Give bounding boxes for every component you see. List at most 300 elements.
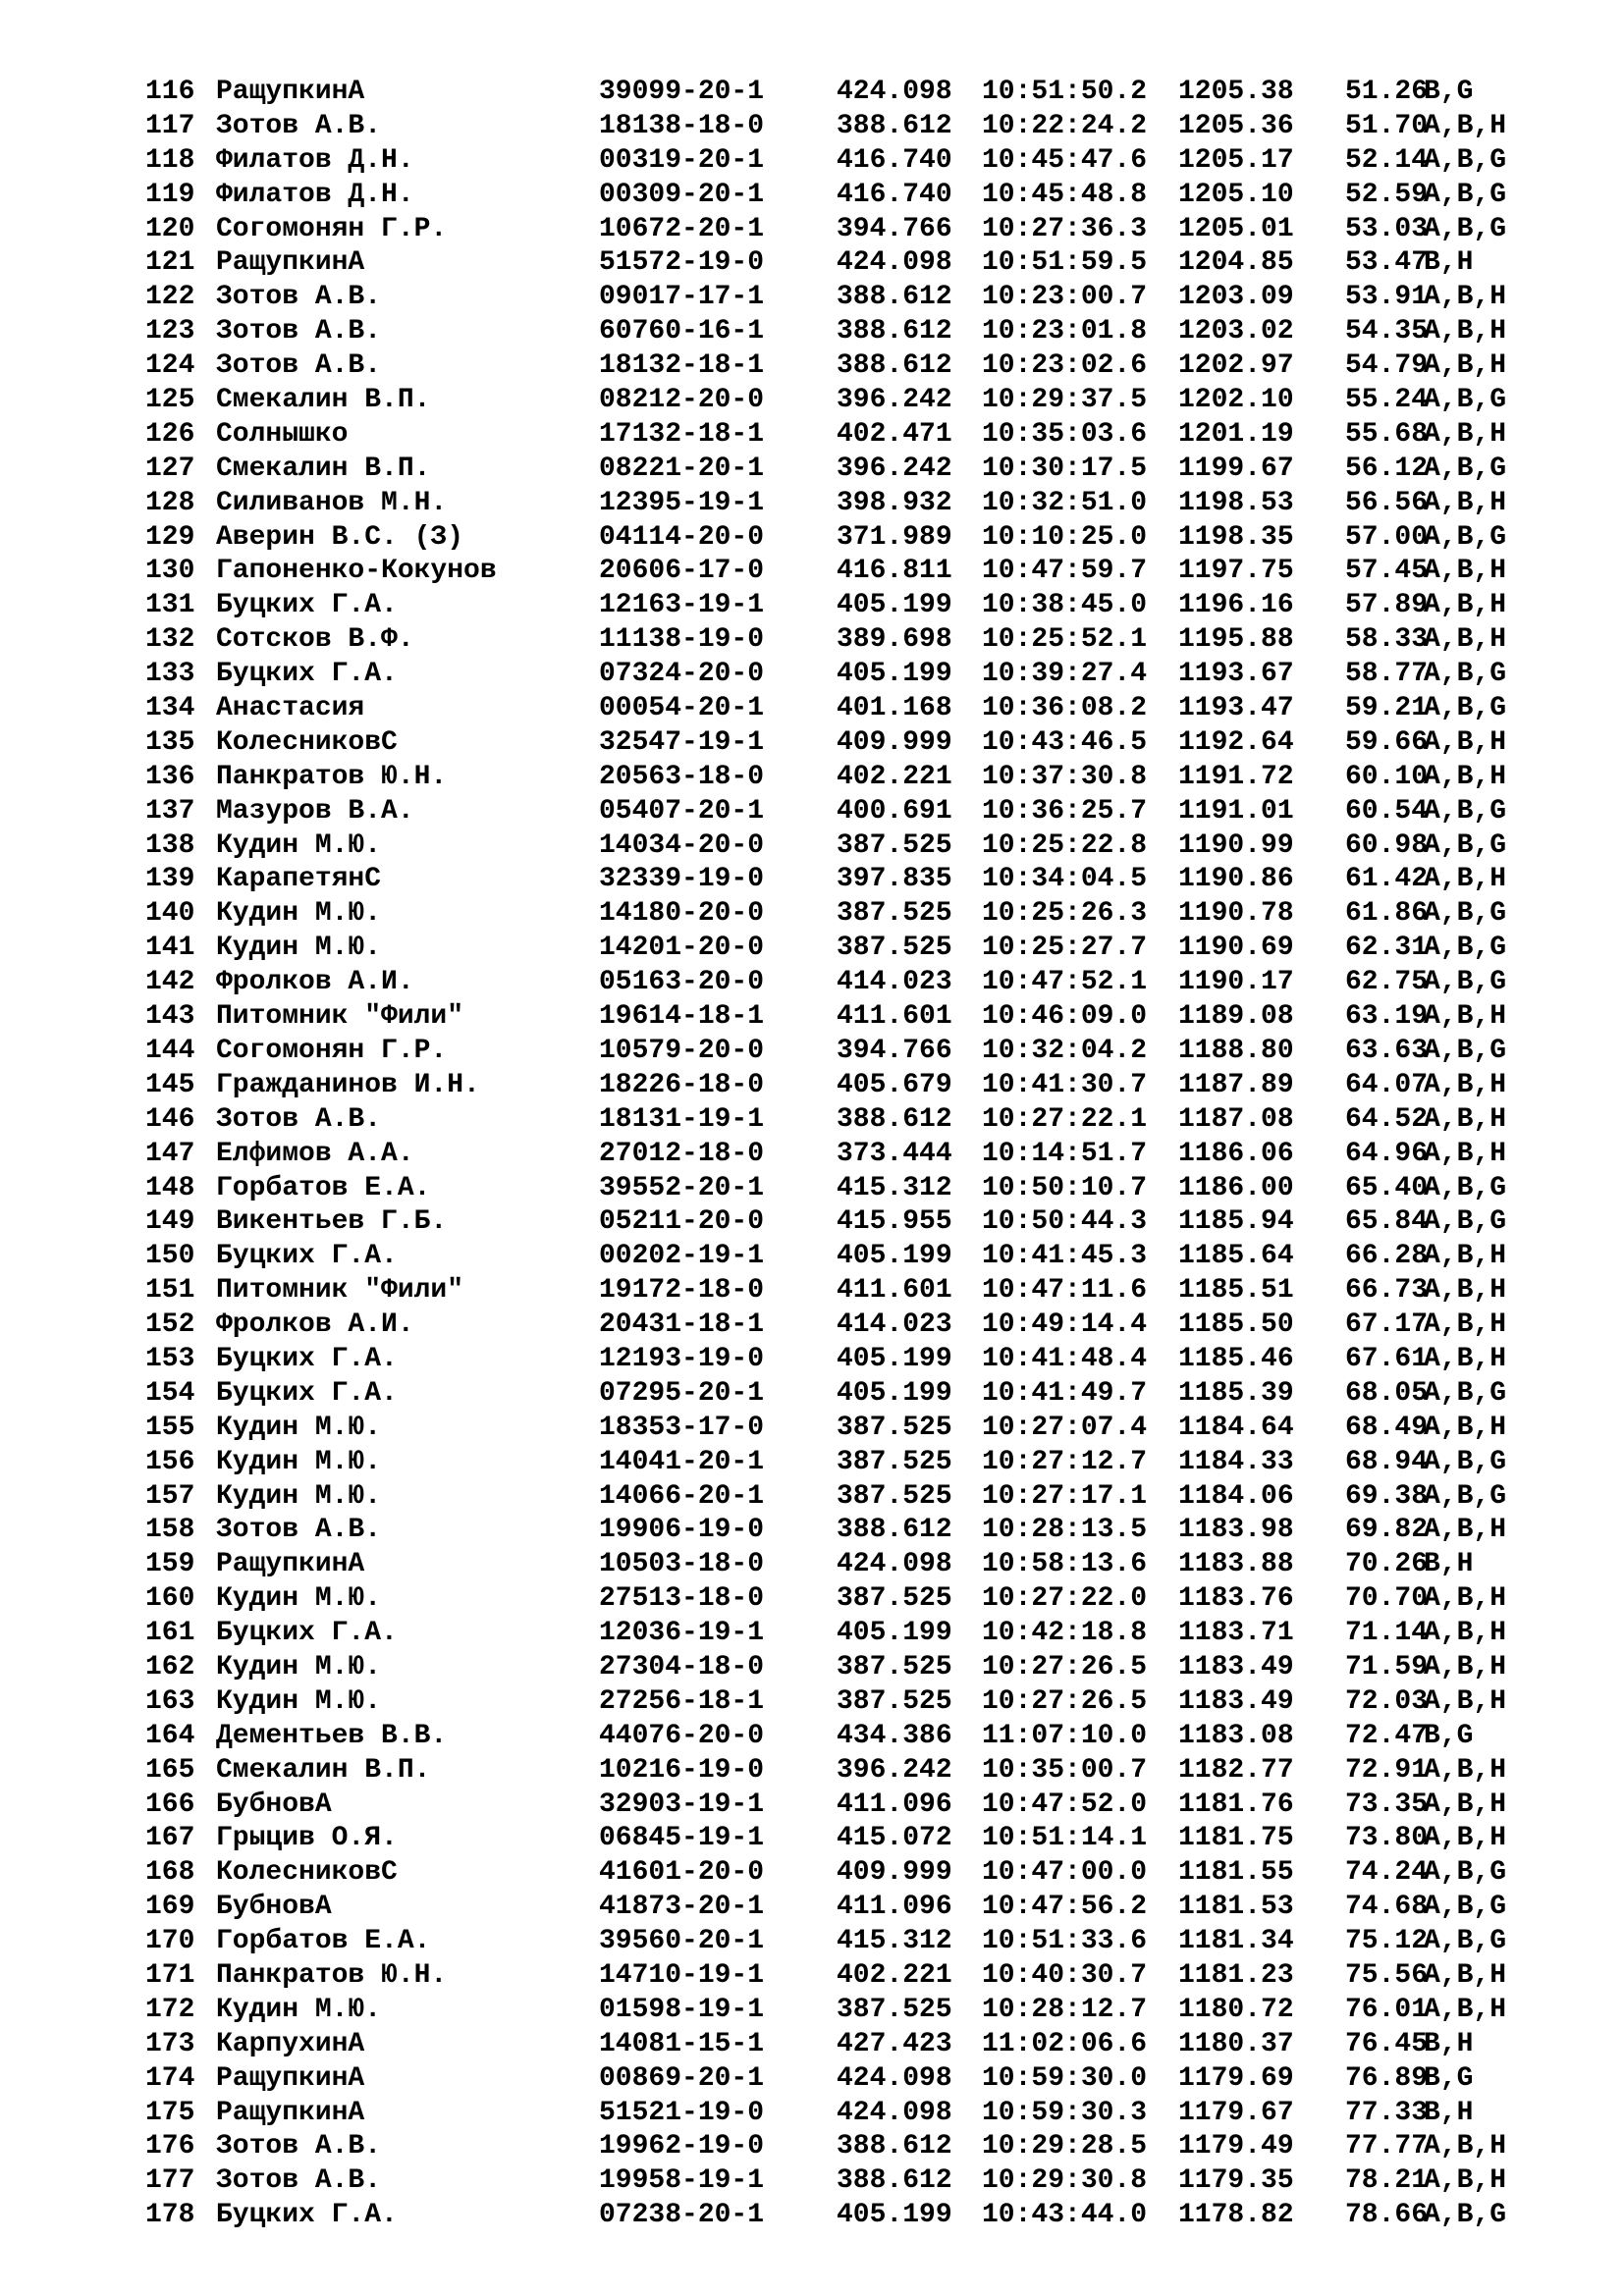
distance: 388.612: [837, 350, 952, 382]
speed: 1190.78: [1178, 898, 1294, 930]
result-position: 128: [145, 487, 195, 518]
category-flags: A,B,H: [1424, 1754, 1507, 1786]
distance: 411.096: [837, 1892, 952, 1923]
category-flags: A,B,G: [1424, 829, 1507, 861]
result-position: 150: [145, 1241, 195, 1272]
result-position: 156: [145, 1446, 195, 1477]
category-flags: A,B,G: [1424, 1172, 1507, 1203]
category-flags: A,B,H: [1424, 2131, 1507, 2163]
coefficient: 56.12: [1345, 453, 1429, 484]
distance: 400.691: [837, 795, 952, 827]
table-row: [0, 966, 1624, 1000]
table-row: [0, 1617, 1624, 1651]
distance: 409.999: [837, 726, 952, 758]
category-flags: A,B,G: [1424, 1857, 1507, 1889]
distance: 402.221: [837, 761, 952, 792]
speed: 1179.49: [1178, 2131, 1294, 2163]
category-flags: B,G: [1424, 2062, 1474, 2094]
table-row: [0, 761, 1624, 795]
category-flags: B,H: [1424, 247, 1474, 279]
fancier-name: Согомонян Г.Р.: [216, 1035, 448, 1066]
fancier-name: Силиванов М.Н.: [216, 487, 448, 518]
distance: 424.098: [837, 77, 952, 107]
category-flags: A,B,H: [1424, 1103, 1507, 1135]
fancier-name: Буцких Г.А.: [216, 2200, 398, 2231]
coefficient: 55.68: [1345, 418, 1429, 450]
coefficient: 75.12: [1345, 1926, 1429, 1957]
result-position: 120: [145, 213, 195, 244]
coefficient: 53.03: [1345, 213, 1429, 244]
distance: 424.098: [837, 1549, 952, 1580]
coefficient: 66.28: [1345, 1241, 1429, 1272]
coefficient: 60.10: [1345, 761, 1429, 792]
distance: 387.525: [837, 1412, 952, 1443]
result-position: 173: [145, 2028, 195, 2059]
coefficient: 58.33: [1345, 624, 1429, 656]
ring-number: 04114-20-0: [599, 521, 765, 553]
ring-number: 14710-19-1: [599, 1959, 765, 1991]
table-row: [0, 349, 1624, 384]
table-row: [0, 213, 1624, 247]
table-row: [0, 76, 1624, 110]
speed: 1190.86: [1178, 864, 1294, 895]
category-flags: A,B,H: [1424, 487, 1507, 518]
ring-number: 19962-19-0: [599, 2131, 765, 2163]
speed: 1183.71: [1178, 1618, 1294, 1649]
arrival-time: 10:27:07.4: [982, 1412, 1148, 1443]
ring-number: 27513-18-0: [599, 1583, 765, 1615]
table-row: [0, 1138, 1624, 1172]
table-row: [0, 1822, 1624, 1856]
result-position: 177: [145, 2165, 195, 2197]
speed: 1190.69: [1178, 933, 1294, 964]
distance: 387.525: [837, 1583, 952, 1615]
arrival-time: 10:23:02.6: [982, 350, 1148, 382]
speed: 1201.19: [1178, 418, 1294, 450]
category-flags: A,B,G: [1424, 521, 1507, 553]
arrival-time: 10:51:33.6: [982, 1926, 1148, 1957]
result-position: 174: [145, 2062, 195, 2094]
ring-number: 32903-19-1: [599, 1789, 765, 1820]
category-flags: A,B,H: [1424, 1651, 1507, 1682]
distance: 405.199: [837, 1343, 952, 1374]
arrival-time: 10:50:10.7: [982, 1172, 1148, 1203]
arrival-time: 10:59:30.0: [982, 2062, 1148, 2094]
ring-number: 19906-19-0: [599, 1515, 765, 1546]
ring-number: 39560-20-1: [599, 1926, 765, 1957]
ring-number: 08221-20-1: [599, 453, 765, 484]
coefficient: 74.68: [1345, 1892, 1429, 1923]
coefficient: 68.05: [1345, 1377, 1429, 1409]
coefficient: 52.59: [1345, 179, 1429, 210]
result-position: 175: [145, 2097, 195, 2128]
ring-number: 07238-20-1: [599, 2200, 765, 2231]
ring-number: 00054-20-1: [599, 693, 765, 724]
speed: 1187.89: [1178, 1069, 1294, 1100]
coefficient: 63.63: [1345, 1035, 1429, 1066]
result-position: 146: [145, 1103, 195, 1135]
ring-number: 51521-19-0: [599, 2097, 765, 2128]
speed: 1181.34: [1178, 1926, 1294, 1957]
ring-number: 05163-20-0: [599, 967, 765, 998]
coefficient: 70.70: [1345, 1583, 1429, 1615]
category-flags: A,B,H: [1424, 624, 1507, 656]
coefficient: 76.45: [1345, 2028, 1429, 2059]
coefficient: 66.73: [1345, 1275, 1429, 1307]
table-row: [0, 897, 1624, 932]
result-position: 168: [145, 1857, 195, 1889]
table-row: [0, 1308, 1624, 1343]
distance: 424.098: [837, 2097, 952, 2128]
ring-number: 41601-20-0: [599, 1857, 765, 1889]
speed: 1192.64: [1178, 726, 1294, 758]
table-row: [0, 384, 1624, 418]
fancier-name: КолесниковС: [216, 1857, 398, 1889]
fancier-name: Буцких Г.А.: [216, 659, 398, 690]
speed: 1185.46: [1178, 1343, 1294, 1374]
speed: 1184.06: [1178, 1480, 1294, 1512]
result-position: 169: [145, 1892, 195, 1923]
ring-number: 12193-19-0: [599, 1343, 765, 1374]
arrival-time: 10:46:09.0: [982, 1001, 1148, 1033]
coefficient: 71.59: [1345, 1651, 1429, 1682]
table-row: [0, 1205, 1624, 1240]
ring-number: 14034-20-0: [599, 829, 765, 861]
speed: 1181.23: [1178, 1959, 1294, 1991]
category-flags: A,B,H: [1424, 556, 1507, 587]
distance: 424.098: [837, 247, 952, 279]
category-flags: A,B,H: [1424, 761, 1507, 792]
ring-number: 12395-19-1: [599, 487, 765, 518]
table-row: [0, 1480, 1624, 1515]
speed: 1183.98: [1178, 1515, 1294, 1546]
result-position: 122: [145, 282, 195, 313]
result-position: 139: [145, 864, 195, 895]
table-row: [0, 1069, 1624, 1103]
arrival-time: 10:41:48.4: [982, 1343, 1148, 1374]
arrival-time: 10:51:59.5: [982, 247, 1148, 279]
coefficient: 73.35: [1345, 1789, 1429, 1820]
arrival-time: 10:45:47.6: [982, 144, 1148, 176]
ring-number: 32339-19-0: [599, 864, 765, 895]
arrival-time: 11:02:06.6: [982, 2028, 1148, 2059]
category-flags: A,B,H: [1424, 2165, 1507, 2197]
distance: 373.444: [837, 1138, 952, 1169]
result-position: 167: [145, 1823, 195, 1854]
fancier-name: Кудин М.Ю.: [216, 1412, 382, 1443]
fancier-name: Елфимов А.А.: [216, 1138, 414, 1169]
arrival-time: 10:30:17.5: [982, 453, 1148, 484]
category-flags: A,B,H: [1424, 1343, 1507, 1374]
coefficient: 69.82: [1345, 1515, 1429, 1546]
result-position: 176: [145, 2131, 195, 2163]
distance: 396.242: [837, 453, 952, 484]
table-row: [0, 1412, 1624, 1446]
speed: 1182.77: [1178, 1754, 1294, 1786]
ring-number: 27304-18-0: [599, 1651, 765, 1682]
speed: 1185.64: [1178, 1241, 1294, 1272]
category-flags: A,B,H: [1424, 1959, 1507, 1991]
fancier-name: Грыцив О.Я.: [216, 1823, 398, 1854]
distance: 434.386: [837, 1720, 952, 1751]
result-position: 119: [145, 179, 195, 210]
coefficient: 73.80: [1345, 1823, 1429, 1854]
distance: 402.221: [837, 1959, 952, 1991]
ring-number: 18226-18-0: [599, 1069, 765, 1100]
coefficient: 54.35: [1345, 316, 1429, 347]
category-flags: A,B,G: [1424, 213, 1507, 244]
result-position: 171: [145, 1959, 195, 1991]
fancier-name: РащупкинА: [216, 247, 365, 279]
coefficient: 61.86: [1345, 898, 1429, 930]
speed: 1205.17: [1178, 144, 1294, 176]
category-flags: A,B,H: [1424, 282, 1507, 313]
result-position: 172: [145, 1994, 195, 2025]
result-position: 129: [145, 521, 195, 553]
table-row: [0, 1000, 1624, 1035]
arrival-time: 10:35:03.6: [982, 418, 1148, 450]
coefficient: 69.38: [1345, 1480, 1429, 1512]
distance: 416.811: [837, 556, 952, 587]
category-flags: A,B,G: [1424, 179, 1507, 210]
speed: 1202.10: [1178, 385, 1294, 416]
result-position: 166: [145, 1789, 195, 1820]
fancier-name: Зотов А.В.: [216, 316, 382, 347]
table-row: [0, 2199, 1624, 2233]
result-position: 140: [145, 898, 195, 930]
speed: 1181.55: [1178, 1857, 1294, 1889]
category-flags: A,B,H: [1424, 418, 1507, 450]
category-flags: A,B,G: [1424, 1480, 1507, 1512]
result-position: 148: [145, 1172, 195, 1203]
ring-number: 12036-19-1: [599, 1618, 765, 1649]
speed: 1198.53: [1178, 487, 1294, 518]
table-row: [0, 555, 1624, 589]
fancier-name: Питомник "Фили": [216, 1275, 464, 1307]
arrival-time: 10:14:51.7: [982, 1138, 1148, 1169]
ring-number: 00309-20-1: [599, 179, 765, 210]
distance: 387.525: [837, 898, 952, 930]
coefficient: 64.07: [1345, 1069, 1429, 1100]
fancier-name: КарпухинА: [216, 2028, 365, 2059]
speed: 1185.39: [1178, 1377, 1294, 1409]
distance: 415.072: [837, 1823, 952, 1854]
distance: 398.932: [837, 487, 952, 518]
speed: 1185.94: [1178, 1206, 1294, 1238]
coefficient: 76.01: [1345, 1994, 1429, 2025]
speed: 1197.75: [1178, 556, 1294, 587]
table-row: [0, 1856, 1624, 1891]
result-position: 157: [145, 1480, 195, 1512]
distance: 396.242: [837, 385, 952, 416]
ring-number: 20563-18-0: [599, 761, 765, 792]
coefficient: 59.66: [1345, 726, 1429, 758]
fancier-name: Горбатов Е.А.: [216, 1172, 431, 1203]
speed: 1181.76: [1178, 1789, 1294, 1820]
distance: 394.766: [837, 1035, 952, 1066]
category-flags: A,B,G: [1424, 1926, 1507, 1957]
fancier-name: Кудин М.Ю.: [216, 1446, 382, 1477]
speed: 1193.67: [1178, 659, 1294, 690]
table-row: [0, 589, 1624, 623]
arrival-time: 10:38:45.0: [982, 590, 1148, 621]
coefficient: 60.54: [1345, 795, 1429, 827]
fancier-name: Зотов А.В.: [216, 350, 382, 382]
ring-number: 18353-17-0: [599, 1412, 765, 1443]
category-flags: A,B,G: [1424, 1377, 1507, 1409]
category-flags: A,B,H: [1424, 1994, 1507, 2025]
fancier-name: Фролков А.И.: [216, 1309, 414, 1341]
fancier-name: Кудин М.Ю.: [216, 1994, 382, 2025]
ring-number: 10503-18-0: [599, 1549, 765, 1580]
distance: 387.525: [837, 933, 952, 964]
ring-number: 14180-20-0: [599, 898, 765, 930]
coefficient: 72.91: [1345, 1754, 1429, 1786]
speed: 1205.01: [1178, 213, 1294, 244]
ring-number: 14201-20-0: [599, 933, 765, 964]
distance: 411.096: [837, 1789, 952, 1820]
ring-number: 17132-18-1: [599, 418, 765, 450]
ring-number: 00202-19-1: [599, 1241, 765, 1272]
fancier-name: Кудин М.Ю.: [216, 829, 382, 861]
table-row: [0, 1925, 1624, 1959]
fancier-name: Смекалин В.П.: [216, 1754, 431, 1786]
category-flags: A,B,H: [1424, 1275, 1507, 1307]
category-flags: A,B,H: [1424, 1241, 1507, 1272]
distance: 388.612: [837, 1515, 952, 1546]
result-position: 138: [145, 829, 195, 861]
speed: 1202.97: [1178, 350, 1294, 382]
ring-number: 05211-20-0: [599, 1206, 765, 1238]
table-row: [0, 281, 1624, 315]
ring-number: 51572-19-0: [599, 247, 765, 279]
fancier-name: Зотов А.В.: [216, 282, 382, 313]
category-flags: A,B,G: [1424, 453, 1507, 484]
category-flags: B,G: [1424, 77, 1474, 107]
fancier-name: Гапоненко-Кокунов: [216, 556, 497, 587]
ring-number: 19614-18-1: [599, 1001, 765, 1033]
fancier-name: Буцких Г.А.: [216, 1618, 398, 1649]
speed: 1179.35: [1178, 2165, 1294, 2197]
category-flags: A,B,H: [1424, 1069, 1507, 1100]
table-row: [0, 1789, 1624, 1823]
arrival-time: 10:40:30.7: [982, 1959, 1148, 1991]
speed: 1179.69: [1178, 2062, 1294, 2094]
category-flags: A,B,G: [1424, 795, 1507, 827]
arrival-time: 10:23:01.8: [982, 316, 1148, 347]
coefficient: 53.91: [1345, 282, 1429, 313]
distance: 387.525: [837, 1994, 952, 2025]
speed: 1191.72: [1178, 761, 1294, 792]
coefficient: 65.40: [1345, 1172, 1429, 1203]
result-position: 126: [145, 418, 195, 450]
fancier-name: Зотов А.В.: [216, 1103, 382, 1135]
result-position: 151: [145, 1275, 195, 1307]
table-row: [0, 1959, 1624, 1994]
speed: 1186.06: [1178, 1138, 1294, 1169]
fancier-name: Дементьев В.В.: [216, 1720, 448, 1751]
arrival-time: 10:58:13.6: [982, 1549, 1148, 1580]
table-row: [0, 932, 1624, 966]
speed: 1181.75: [1178, 1823, 1294, 1854]
table-row: [0, 1891, 1624, 1925]
category-flags: A,B,G: [1424, 1446, 1507, 1477]
arrival-time: 10:27:12.7: [982, 1446, 1148, 1477]
fancier-name: Сотсков В.Ф.: [216, 624, 414, 656]
ring-number: 39099-20-1: [599, 77, 765, 107]
distance: 414.023: [837, 967, 952, 998]
arrival-time: 10:27:22.0: [982, 1583, 1148, 1615]
coefficient: 62.75: [1345, 967, 1429, 998]
ring-number: 18131-19-1: [599, 1103, 765, 1135]
speed: 1183.49: [1178, 1651, 1294, 1682]
category-flags: A,B,H: [1424, 1618, 1507, 1649]
fancier-name: Зотов А.В.: [216, 1515, 382, 1546]
speed: 1179.67: [1178, 2097, 1294, 2128]
ring-number: 11138-19-0: [599, 624, 765, 656]
distance: 388.612: [837, 2165, 952, 2197]
ring-number: 19958-19-1: [599, 2165, 765, 2197]
table-row: [0, 315, 1624, 349]
table-row: [0, 2130, 1624, 2164]
fancier-name: Аверин В.С. (З): [216, 521, 464, 553]
fancier-name: РащупкинА: [216, 2097, 365, 2128]
ring-number: 07324-20-0: [599, 659, 765, 690]
table-row: [0, 179, 1624, 213]
table-row: [0, 829, 1624, 864]
arrival-time: 10:42:18.8: [982, 1618, 1148, 1649]
ring-number: 18138-18-0: [599, 110, 765, 141]
fancier-name: Кудин М.Ю.: [216, 1480, 382, 1512]
speed: 1195.88: [1178, 624, 1294, 656]
fancier-name: Мазуров В.А.: [216, 795, 414, 827]
category-flags: A,B,H: [1424, 1138, 1507, 1169]
arrival-time: 10:27:26.5: [982, 1651, 1148, 1682]
fancier-name: Смекалин В.П.: [216, 453, 431, 484]
coefficient: 60.98: [1345, 829, 1429, 861]
ring-number: 32547-19-1: [599, 726, 765, 758]
distance: 427.423: [837, 2028, 952, 2059]
result-position: 124: [145, 350, 195, 382]
distance: 415.312: [837, 1926, 952, 1957]
speed: 1178.82: [1178, 2200, 1294, 2231]
distance: 388.612: [837, 282, 952, 313]
coefficient: 62.31: [1345, 933, 1429, 964]
arrival-time: 10:29:28.5: [982, 2131, 1148, 2163]
fancier-name: Викентьев Г.Б.: [216, 1206, 448, 1238]
result-position: 165: [145, 1754, 195, 1786]
arrival-time: 10:47:59.7: [982, 556, 1148, 587]
result-position: 145: [145, 1069, 195, 1100]
fancier-name: Питомник "Фили": [216, 1001, 464, 1033]
table-row: [0, 1994, 1624, 2028]
coefficient: 58.77: [1345, 659, 1429, 690]
category-flags: A,B,G: [1424, 933, 1507, 964]
fancier-name: Гражданинов И.Н.: [216, 1069, 480, 1100]
speed: 1180.37: [1178, 2028, 1294, 2059]
distance: 388.612: [837, 316, 952, 347]
arrival-time: 10:28:12.7: [982, 1994, 1148, 2025]
fancier-name: РащупкинА: [216, 77, 365, 107]
table-row: [0, 623, 1624, 658]
speed: 1204.85: [1178, 247, 1294, 279]
speed: 1205.38: [1178, 77, 1294, 107]
distance: 405.199: [837, 1241, 952, 1272]
category-flags: A,B,H: [1424, 1685, 1507, 1717]
coefficient: 68.49: [1345, 1412, 1429, 1443]
speed: 1183.08: [1178, 1720, 1294, 1751]
speed: 1181.53: [1178, 1892, 1294, 1923]
